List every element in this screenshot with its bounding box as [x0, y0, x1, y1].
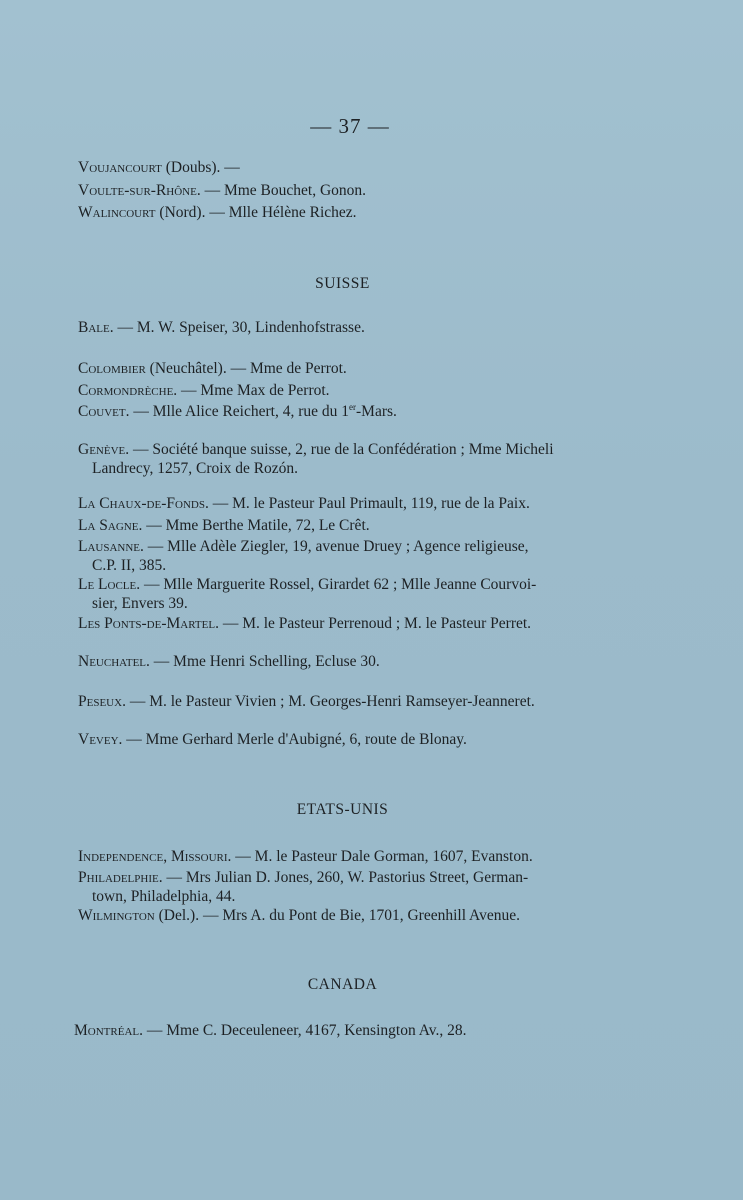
entry-text: . — M. le Pasteur Paul Primault, 119, rue de la Paix. [204, 495, 530, 512]
entry-text: . — M. W. Speiser, 30, Lindenhofstrasse. [109, 319, 365, 336]
place-name: Montréal [74, 1022, 140, 1039]
place-name: Bale [78, 319, 110, 336]
place-name: Philadelphie [78, 869, 159, 886]
entry-text: . — M. le Pasteur Dale Gorman, 1607, Evanston. [227, 848, 533, 865]
page-number: — 37 — [310, 114, 390, 138]
entry-text: . — Mlle Adèle Ziegler, 19, avenue Druey ; Agence religieuse, [140, 538, 529, 555]
place-name: La Sagne [78, 517, 139, 534]
entry-voulte-sur-rhone [78, 181, 618, 200]
place-name: Walincourt [78, 204, 156, 221]
entry-continuation: C.P. II, 385. [92, 557, 167, 574]
place-name: Vevey [78, 731, 119, 748]
section-heading-canada: CANADA [307, 976, 378, 993]
entry-text: . — M. le Pasteur Vivien ; M. Georges-Henri Ramseyer-Jeanneret. [122, 693, 535, 710]
entry-la-sagne [78, 516, 618, 535]
entry-text: . — Mme Henri Schelling, Ecluse 30. [146, 653, 380, 670]
ordinal-superscript: er [349, 402, 357, 412]
entry-philadelphie [78, 868, 638, 906]
entry-text: . — Mme Gerhard Merle d'Aubigné, 6, route de Blonay. [118, 731, 467, 748]
place-name: Voujancourt [78, 159, 162, 176]
entry-independence-missouri [78, 847, 638, 866]
entry-text: . — Mlle Marguerite Rossel, Girardet 62 ; Mlle Jeanne Courvoi- [136, 576, 537, 593]
entry-montreal [74, 1021, 634, 1040]
entry-text: . — Mme Bouchet, Gonon. [196, 182, 367, 199]
entry-text: . — Mlle Alice Reichert, 4, rue du 1 [125, 403, 350, 420]
entry-walincourt [78, 203, 618, 222]
place-name: Cormondrèche [78, 382, 174, 399]
entry-bale [78, 318, 618, 337]
entry-colombier [78, 359, 618, 378]
place-name: Colombier [78, 360, 146, 377]
entry-lausanne [78, 537, 638, 575]
place-name: Couvet [78, 403, 126, 420]
place-name: Voulte-sur-Rhône [78, 182, 197, 199]
entry-le-locle [78, 575, 638, 613]
section-heading-etats-unis: ETATS-UNIS [296, 801, 389, 818]
place-name: Wilmington [78, 907, 155, 924]
entry-text: . — Mme C. Deceuleneer, 4167, Kensington Av., 28. [139, 1022, 467, 1039]
entry-continuation: Landrecy, 1257, Croix de Rozón. [92, 460, 299, 477]
entry-voujancourt [78, 158, 618, 177]
entry-continuation: town, Philadelphia, 44. [92, 888, 236, 905]
place-name: Neuchatel [78, 653, 147, 670]
entry-text: (Del.). — Mrs A. du Pont de Bie, 1701, Greenhill Avenue. [154, 907, 520, 924]
entry-cormondreche [78, 381, 618, 400]
entry-text: . — M. le Pasteur Perrenoud ; M. le Pasteur Perret. [215, 615, 532, 632]
entry-geneve [78, 440, 638, 478]
entry-peseux [78, 692, 638, 711]
entry-text: . — Société banque suisse, 2, rue de la Confédération ; Mme Micheli [125, 441, 554, 458]
place-name: Peseux [78, 693, 123, 710]
entry-couvet [78, 402, 618, 421]
section-heading-suisse: SUISSE [315, 275, 370, 292]
entry-la-chaux-de-fonds [78, 494, 638, 513]
entry-les-ponts-de-martel [78, 614, 638, 633]
entry-text: . — Mme Max de Perrot. [173, 382, 330, 399]
entry-text: -Mars. [356, 403, 397, 420]
entry-text: (Neuchâtel). — Mme de Perrot. [145, 360, 347, 377]
entry-wilmington [78, 906, 638, 925]
entry-text: . — Mrs Julian D. Jones, 260, W. Pastorius Street, German- [158, 869, 529, 886]
place-name: La Chaux-de-Fonds [78, 495, 205, 512]
place-name: Le Locle [78, 576, 137, 593]
place-name: Independence, Missouri [78, 848, 228, 865]
entry-text: . — Mme Berthe Matile, 72, Le Crêt. [138, 517, 370, 534]
entry-text: (Nord). — Mlle Hélène Richez. [155, 204, 357, 221]
entry-neuchatel [78, 652, 618, 671]
place-name: Genève [78, 441, 126, 458]
place-name: Les Ponts-de-Martel [78, 615, 216, 632]
place-name: Lausanne [78, 538, 141, 555]
entry-continuation: sier, Envers 39. [92, 595, 188, 612]
entry-vevey [78, 730, 618, 749]
entry-text: (Doubs). — [161, 159, 240, 176]
